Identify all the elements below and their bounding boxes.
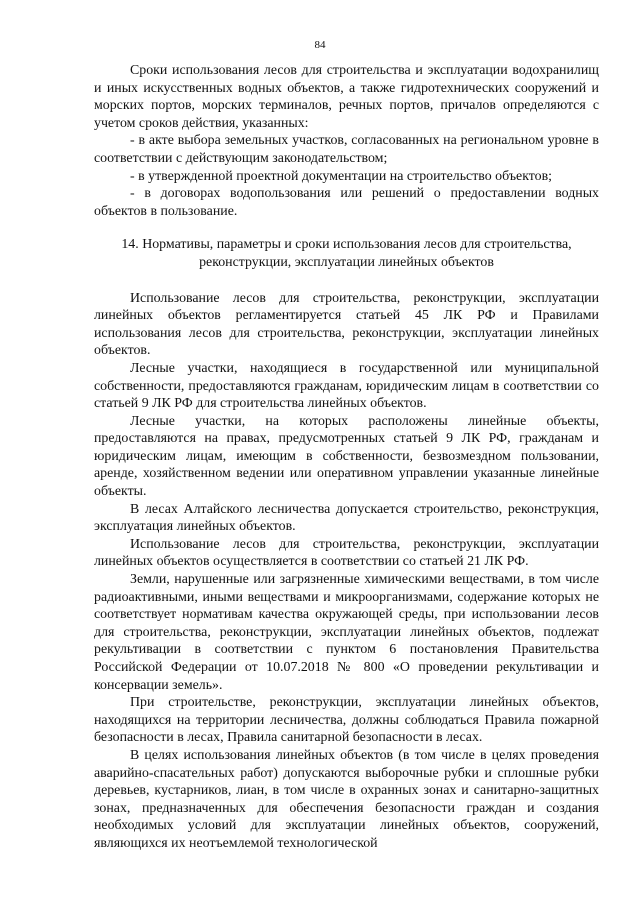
section-heading: 14. Нормативы, параметры и сроки использования лесов для строительства, реконструкции, эксплуатации линейных объектов	[121, 237, 572, 270]
list-item: - в утвержденной проектной документации на строительство объектов;	[130, 168, 553, 184]
body-paragraph: При строительстве, реконструкции, эксплуатации линейных объектов, находящихся на территории лесничества, должны соблюдаться Правила пожарной безопасности в лесах, Правила санитарной безопасности в лесах.	[94, 695, 599, 746]
body-paragraph: Использование лесов для строительства, реконструкции, эксплуатации линейных объектов регламентируется статьей 45 ЛК РФ и Правилами использования лесов для строительства, реконструкции, эксплуатации линейных объектов.	[94, 290, 599, 359]
intro-paragraph: Сроки использования лесов для строительства и эксплуатации водохранилищ и иных искусственных водных объектов, а также гидротехнических сооружений и морских портов, морских терминалов, речных портов, причалов определяются с учетом сроков действия, указанных:	[94, 63, 599, 131]
body-paragraph: Лесные участки, на которых расположены линейные объекты, предоставляются на правах, предусмотренных статьей 9 ЛК РФ, гражданам и юридическим лицам, имеющим в собственности, безвозмездном пользовании, аренде, хозяйственном ведении или оперативном управлении указанные линейные объекты.	[94, 413, 599, 500]
body-paragraph: Земли, нарушенные или загрязненные химическими веществами, в том числе радиоактивными, иными веществами и микроорганизмами, содержание которых не соответствует нормативам качества окружающей среды, при использовании лесов для строительства, реконструкции, эксплуатации линейных объектов, подлежат рекультивации в соответствии с пунктом 6 постановления Правительства Российской Федерации от 10.07.2018 № 800 «О проведении рекультивации и консервации земель».	[94, 572, 599, 693]
page-content	[94, 62, 599, 853]
list-item: - в акте выбора земельных участков, согласованных на региональном уровне в соответствии с действующим законодательством;	[94, 133, 599, 166]
page-number: 84	[314, 39, 326, 51]
spacer	[94, 272, 599, 290]
body-paragraph: В целях использования линейных объектов (в том числе в целях проведения аварийно-спасательных работ) допускаются выборочные рубки и сплошные рубки деревьев, кустарников, лиан, в том числе в охранных зонах и санитарно-защитных зонах, предназначенных для обеспечения безопасности граждан и создания необходимых условий для эксплуатации линейных объектов, сооружений, являющихся их неотъемлемой технологической	[94, 747, 599, 851]
spacer	[94, 220, 599, 236]
list-item: - в договорах водопользования или решений о предоставлении водных объектов в пользование.	[94, 186, 599, 219]
body-paragraph: В лесах Алтайского лесничества допускается строительство, реконструкция, эксплуатация линейных объектов.	[94, 501, 599, 535]
body-paragraph: Использование лесов для строительства, реконструкции, эксплуатации линейных объектов осуществляется в соответствии со статьей 21 ЛК РФ.	[94, 536, 599, 570]
body-paragraph: Лесные участки, находящиеся в государственной или муниципальной собственности, предоставляются гражданам, юридическим лицам в соответствии со статьей 9 ЛК РФ для строительства линейных объектов.	[94, 360, 599, 412]
